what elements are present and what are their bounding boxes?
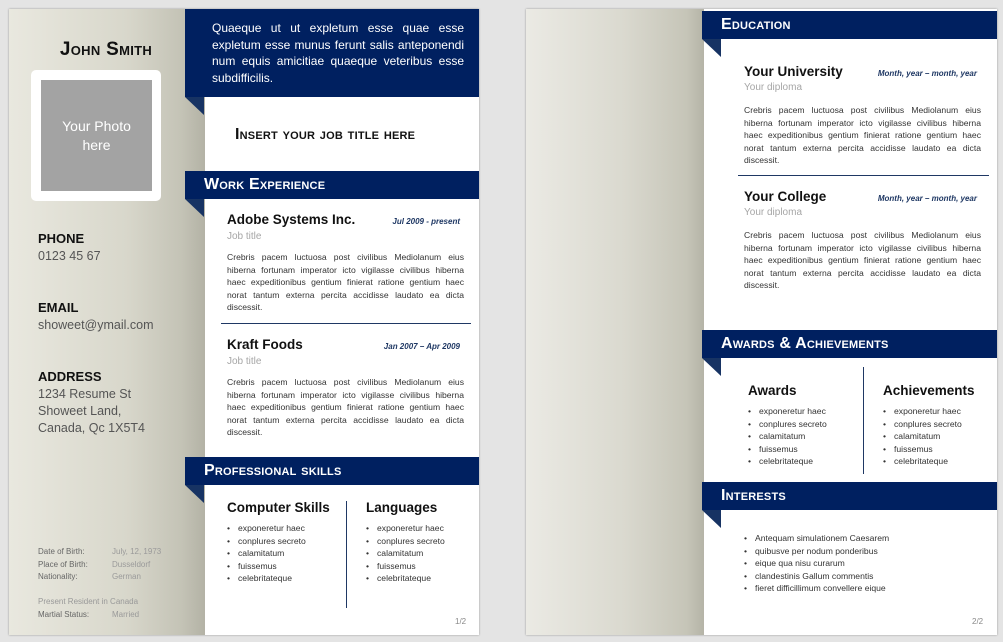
- list-item: • fuissemus: [227, 560, 306, 573]
- list-item: • eique qua nisu curarum: [744, 557, 889, 570]
- list-item: • fuissemus: [748, 443, 827, 456]
- list-item: • celebritateque: [748, 455, 827, 468]
- education-header: [702, 11, 997, 39]
- list-item: • quibusve per nodum ponderibus: [744, 545, 889, 558]
- divider: [738, 175, 989, 176]
- education-entry-header: [744, 64, 977, 79]
- address-line: Showeet Land,: [38, 404, 122, 418]
- dob-value: July, 12, 1973: [112, 547, 162, 556]
- address-line: 1234 Resume St: [38, 387, 132, 401]
- resume-page-2: [526, 9, 997, 635]
- languages-list: [366, 522, 445, 585]
- education-dates: Month, year – month, year: [877, 194, 977, 203]
- awards-list: [748, 405, 827, 468]
- ribbon-fold: [702, 358, 721, 376]
- professional-skills-header: [185, 457, 479, 485]
- section-title: Interests: [721, 487, 786, 504]
- list-item: • Antequam simulationem Caesarem: [744, 532, 889, 545]
- education-description: Crebris pacem luctuosa post civilibus Mediolanum eius hiberna fortunam imperator icto vigilasse civilibus hiberna haec expeditionibus gentium finierat ratione gentium haec norat tantum externa percita accidisse laudato ea dicta discessit.: [744, 230, 981, 290]
- column-divider: [863, 367, 864, 474]
- work-description: Crebris pacem luctuosa post civilibus Mediolanum eius hiberna fortunam imperator icto vigilasse civilibus hiberna haec expeditionibus gentium finierat ratione gentium haec norat tantum externa percita accidisse laudato ea dicta discessit.: [227, 252, 464, 312]
- list-item: • celebritateque: [227, 572, 306, 585]
- marital-value: Married: [112, 609, 140, 619]
- email-value: showeet@ymail.com: [38, 318, 154, 332]
- pob-value: Dusseldorf: [112, 559, 151, 569]
- list-item: • calamitatum: [748, 430, 827, 443]
- job-title[interactable]: Insert your job title here: [235, 126, 416, 143]
- resident-status: Present Resident in Canada: [38, 597, 139, 606]
- awards-title: Awards: [748, 383, 797, 398]
- address-label: ADDRESS: [38, 369, 102, 384]
- email-label: EMAIL: [38, 300, 79, 315]
- personal-info: [38, 546, 161, 584]
- list-item: • fuissemus: [883, 443, 962, 456]
- pob-label: Place of Birth:: [38, 559, 88, 569]
- list-item: • conplures secreto: [883, 418, 962, 431]
- job-role: Job title: [227, 231, 262, 242]
- list-item: • celebritateque: [366, 572, 445, 585]
- education-dates: Month, year – month, year: [877, 69, 977, 78]
- dob-label: Date of Birth:: [38, 547, 85, 556]
- school-name: Your College: [744, 189, 827, 204]
- company-name: Kraft Foods: [227, 337, 303, 352]
- list-item: • conplures secreto: [227, 535, 306, 548]
- page-number: 1/2: [455, 617, 467, 626]
- work-experience-header: [185, 171, 479, 199]
- marital-label: Martial Status:: [38, 609, 90, 619]
- section-title: Work Experience: [204, 176, 326, 193]
- page-number: 2/2: [972, 617, 984, 626]
- work-dates: Jan 2007 – Apr 2009: [383, 342, 460, 351]
- list-item: • conplures secreto: [366, 535, 445, 548]
- phone-value: 0123 45 67: [38, 249, 101, 263]
- list-item: • fuissemus: [366, 560, 445, 573]
- ribbon-fold: [185, 485, 204, 503]
- education-description: Crebris pacem luctuosa post civilibus Mediolanum eius hiberna fortunam imperator icto vigilasse civilibus hiberna haec expeditionibus gentium finierat ratione gentium haec norat tantum externa percita accidisse laudato ea dicta discessit.: [744, 105, 981, 165]
- list-item: • exponeretur haec: [227, 522, 306, 535]
- nationality-label: Nationality:: [38, 572, 78, 581]
- awards-header: [702, 330, 997, 358]
- computer-skills-title: Computer Skills: [227, 500, 330, 515]
- ribbon-fold: [185, 199, 204, 217]
- company-name: Adobe Systems Inc.: [227, 212, 356, 227]
- ribbon-fold: [702, 510, 721, 528]
- photo-frame: [31, 70, 161, 201]
- job-role: Job title: [227, 356, 262, 367]
- list-item: • exponeretur haec: [748, 405, 827, 418]
- education-entry-header: [744, 189, 977, 204]
- sidebar: [526, 9, 704, 635]
- intro-summary: Quaeque ut ut expletum esse quae esse expletum esse munus ferunt salis anteponendi num equis amicitiae quaeque veteribus esse subdifficilis.: [185, 9, 479, 97]
- address-value: [38, 386, 198, 437]
- achievements-list: [883, 405, 962, 468]
- achievements-title: Achievements: [883, 383, 975, 398]
- ribbon-fold: [185, 97, 204, 115]
- column-divider: [346, 501, 347, 608]
- sidebar: [9, 9, 205, 635]
- photo-placeholder[interactable]: Your Photo here: [41, 80, 152, 191]
- interests-list: [744, 532, 889, 595]
- list-item: • calamitatum: [883, 430, 962, 443]
- section-title: Education: [721, 16, 791, 33]
- work-dates: Jul 2009 - present: [392, 217, 460, 226]
- work-entry-header: [227, 212, 460, 227]
- list-item: • calamitatum: [366, 547, 445, 560]
- residence-info: [38, 596, 139, 621]
- list-item: • exponeretur haec: [366, 522, 445, 535]
- resume-page-1: [9, 9, 479, 635]
- interests-header: [702, 482, 997, 510]
- section-title: Professional skills: [204, 462, 342, 479]
- list-item: • calamitatum: [227, 547, 306, 560]
- phone-label: PHONE: [38, 231, 85, 246]
- nationality-value: German: [112, 572, 141, 581]
- diploma: Your diploma: [744, 82, 803, 93]
- diploma: Your diploma: [744, 207, 803, 218]
- section-title: Awards & Achievements: [721, 335, 889, 352]
- work-entry-header: [227, 337, 460, 352]
- list-item: • celebritateque: [883, 455, 962, 468]
- languages-title: Languages: [366, 500, 438, 515]
- ribbon-fold: [702, 39, 721, 57]
- school-name: Your University: [744, 64, 843, 79]
- list-item: • exponeretur haec: [883, 405, 962, 418]
- candidate-name: John Smith: [59, 39, 153, 60]
- list-item: • clandestinis Gallum commentis: [744, 570, 889, 583]
- list-item: • fieret difficillimum convellere eique: [744, 582, 889, 595]
- list-item: • conplures secreto: [748, 418, 827, 431]
- address-line: Canada, Qc 1X5T4: [38, 421, 146, 435]
- computer-skills-list: [227, 522, 306, 585]
- divider: [221, 323, 471, 324]
- work-description: Crebris pacem luctuosa post civilibus Mediolanum eius hiberna fortunam imperator icto vigilasse civilibus hiberna haec expeditionibus gentium finierat ratione gentium haec norat tantum externa percita accidisse laudato ea dicta discessit.: [227, 377, 464, 437]
